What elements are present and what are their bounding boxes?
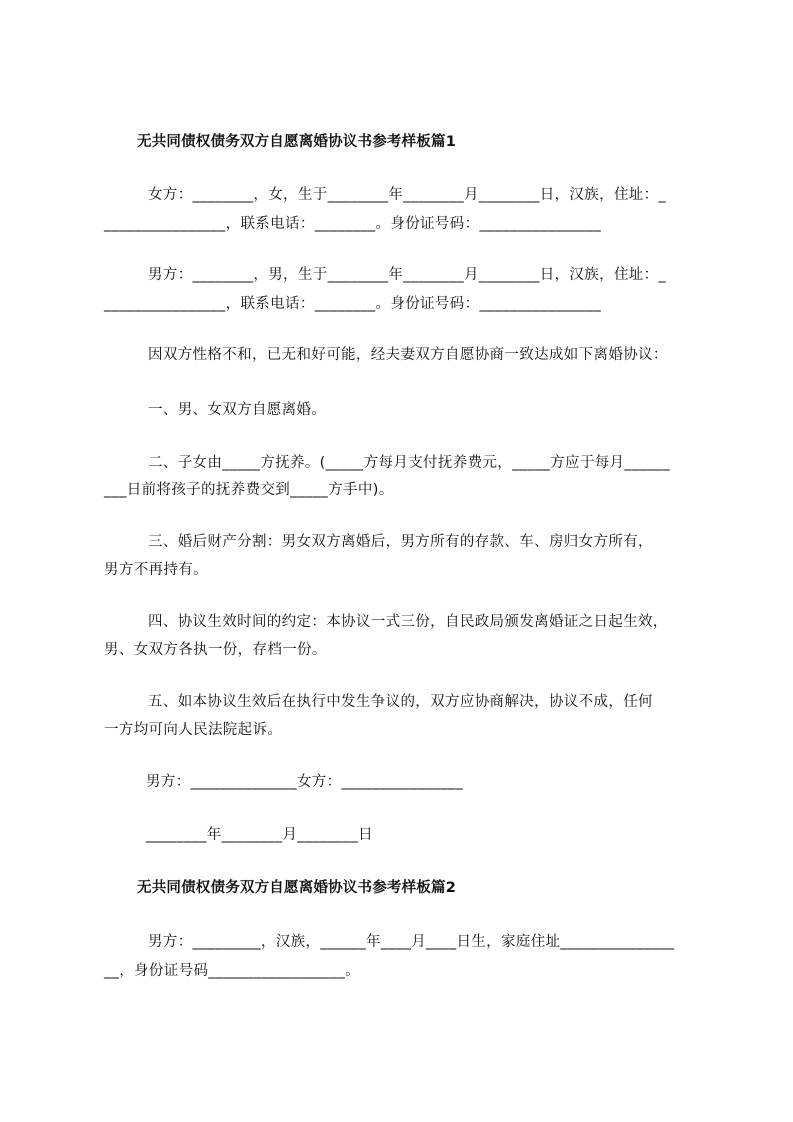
female-info-line-2: ________________，联系电话：________。身份证号码：________________: [104, 216, 602, 232]
clause-1: 一、男、女双方自愿离婚。: [148, 402, 327, 418]
male-info-line-2: ________________，联系电话：________。身份证号码：________________: [104, 296, 602, 312]
clause-5-line-2: 一方均可向人民法院起诉。: [104, 722, 283, 738]
male-info2-line-1: 男方：_________，汉族，______年____月____日生，家庭住址_______________: [148, 934, 675, 950]
clause-3-line-2: 男方不再持有。: [104, 562, 208, 578]
clause-2-line-2: ___日前将孩子的抚养费交到_____方手中)。: [104, 482, 394, 498]
section-title-1: 无共同债权债务双方自愿离婚协议书参考样板篇1: [137, 134, 456, 150]
clause-5-line-1: 五、如本协议生效后在执行中发生争议的，双方应协商解决，协议不成，任何: [148, 694, 653, 710]
section-title-2: 无共同债权债务双方自愿离婚协议书参考样板篇2: [137, 880, 456, 896]
signature-line: 男方：______________女方：________________: [146, 774, 464, 790]
date-line: ________年________月________日: [146, 827, 373, 843]
reason-paragraph: 因双方性格不和，已无和好可能，经夫妻双方自愿协商一致达成如下离婚协议：: [148, 347, 668, 363]
clause-2-line-1: 二、子女由_____方抚养。(_____方每月支付抚养费元，_____方应于每月______: [148, 455, 671, 471]
clause-4-line-1: 四、协议生效时间的约定：本协议一式三份，自民政局颁发离婚证之日起生效，: [148, 614, 668, 630]
male-info2-line-2: __，身份证号码__________________。: [104, 963, 360, 979]
female-info-line-1: 女方：________，女，生于________年________月________日，汉族，住址：_: [148, 187, 667, 203]
male-info-line-1: 男方：________，男，生于________年________月________日，汉族，住址：_: [148, 267, 667, 283]
clause-3-line-1: 三、婚后财产分割：男女双方离婚后，男方所有的存款、车、房归女方所有，: [148, 534, 653, 550]
clause-4-line-2: 男、女双方各执一份，存档一份。: [104, 642, 327, 658]
